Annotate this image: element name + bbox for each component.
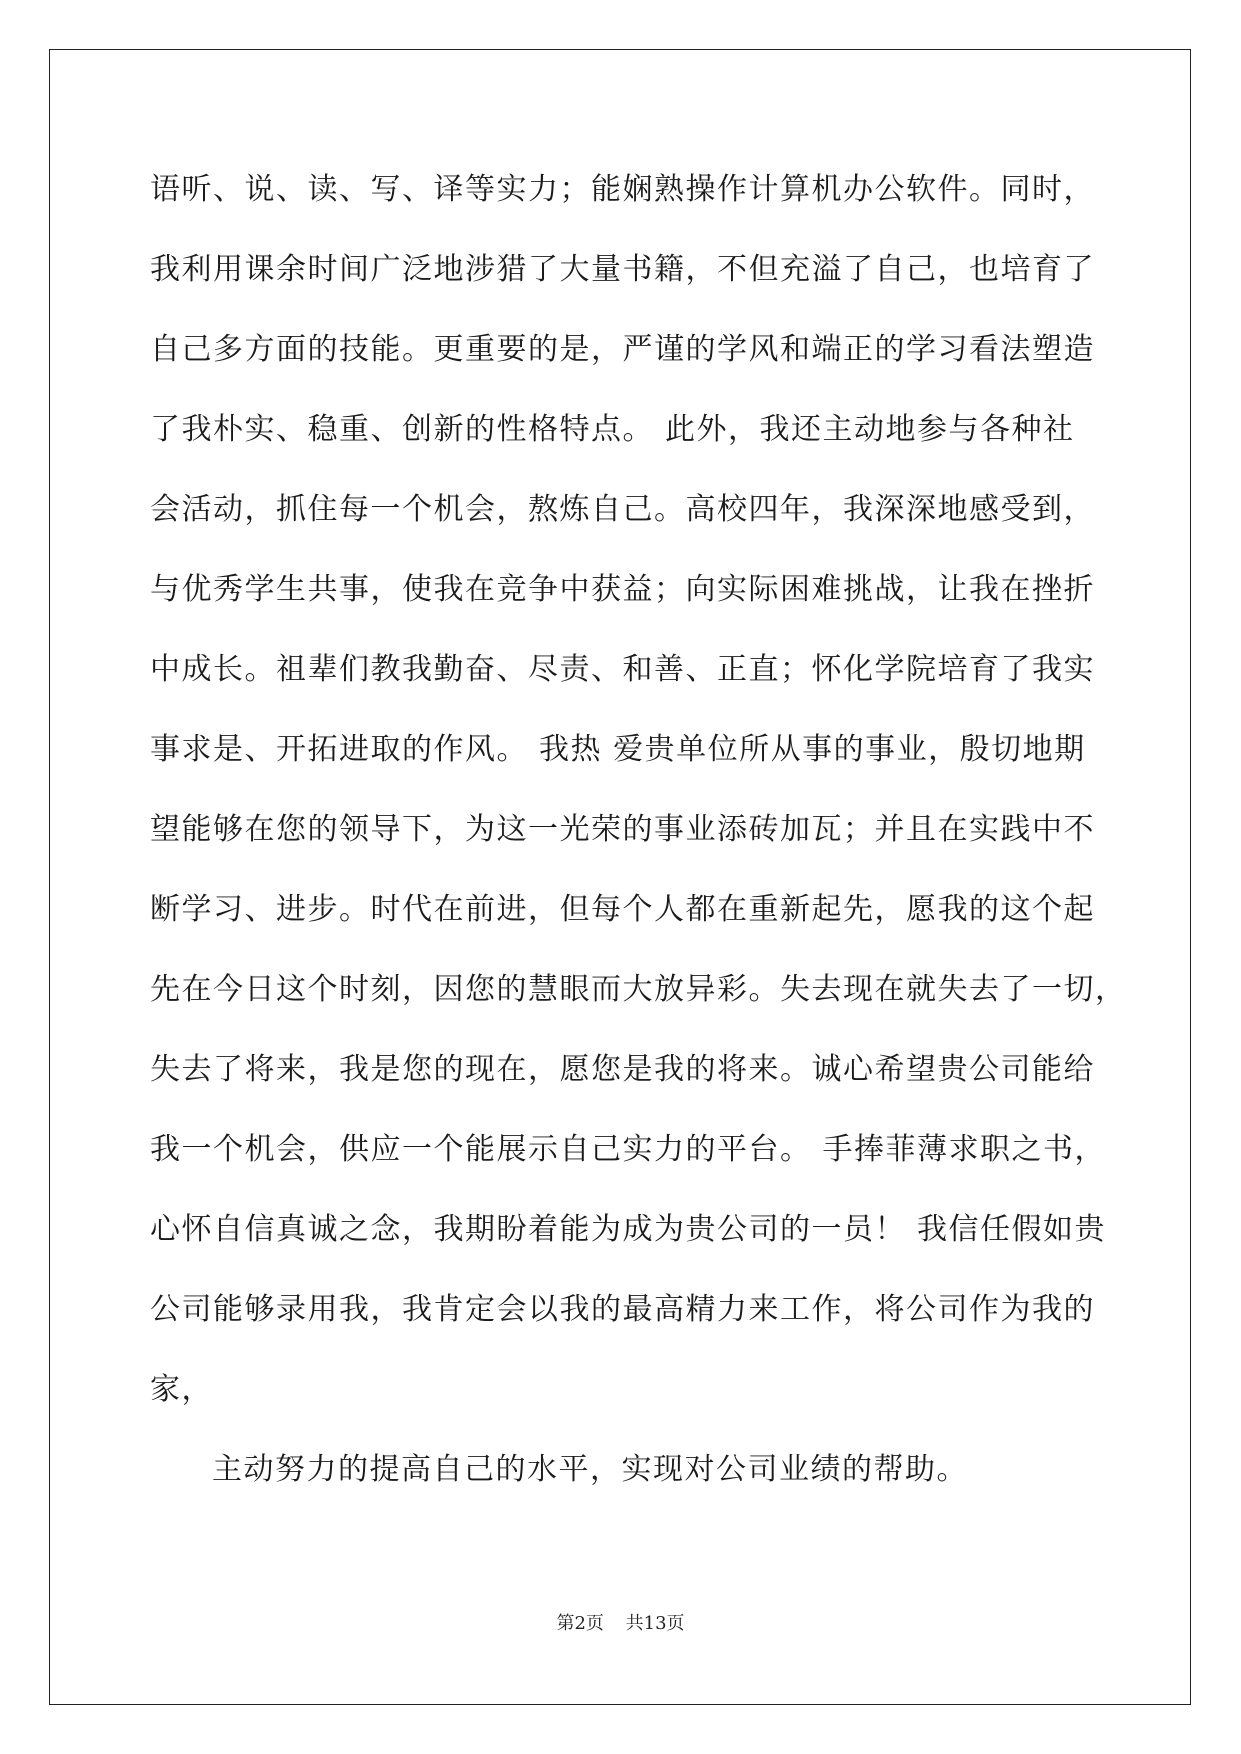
text-line: 中成长。祖辈们教我勤奋、尽责、和善、正直；怀化学院培育了我实 (150, 652, 1095, 687)
text-line: 会活动，抓住每一个机会，熬炼自己。高校四年，我深深地感受到， (150, 492, 1095, 527)
text-line: 望能够在您的领导下，为这一光荣的事业添砖加瓦；并且在实践中不 (150, 812, 1095, 847)
document-body (150, 150, 1127, 1510)
text-line: 心怀自信真诚之念，我期盼着能为成为贵公司的一员！ 我信任假如贵 (150, 1212, 1107, 1247)
text-line: 失去了将来，我是您的现在，愿您是我的将来。诚心希望贵公司能给 (150, 1052, 1095, 1087)
text-line: 与优秀学生共事，使我在竞争中获益；向实际困难挑战，让我在挫折 (150, 572, 1095, 607)
page-number: 第2页 (556, 1613, 604, 1634)
closing-paragraph: 主动努力的提高自己的水平，实现对公司业绩的帮助。 (212, 1452, 968, 1487)
page-total: 共13页 (625, 1613, 685, 1634)
text-line: 自己多方面的技能。更重要的是，严谨的学风和端正的学习看法塑造 (150, 332, 1095, 367)
text-line: 断学习、进步。时代在前进，但每个人都在重新起先，愿我的这个起 (150, 892, 1095, 927)
text-line: 语听、说、读、写、译等实力；能娴熟操作计算机办公软件。同时， (150, 172, 1095, 207)
text-line: 公司能够录用我，我肯定会以我的最高精力来工作，将公司作为我的 (150, 1292, 1095, 1327)
text-line: 先在今日这个时刻，因您的慧眼而大放异彩。失去现在就失去了一切， (150, 972, 1127, 1007)
text-line: 事求是、开拓进取的作风。 我热 爱贵单位所从事的事业，殷切地期 (150, 732, 1086, 767)
text-line: 我一个机会，供应一个能展示自己实力的平台。 手捧菲薄求职之书， (150, 1132, 1107, 1167)
text-line: 了我朴实、稳重、创新的性格特点。 此外，我还主动地参与各种社 (150, 412, 1075, 447)
page-footer (0, 1612, 1241, 1636)
text-line: 我利用课余时间广泛地涉猎了大量书籍，不但充溢了自己，也培育了 (150, 252, 1095, 287)
text-line: 家， (150, 1372, 213, 1407)
